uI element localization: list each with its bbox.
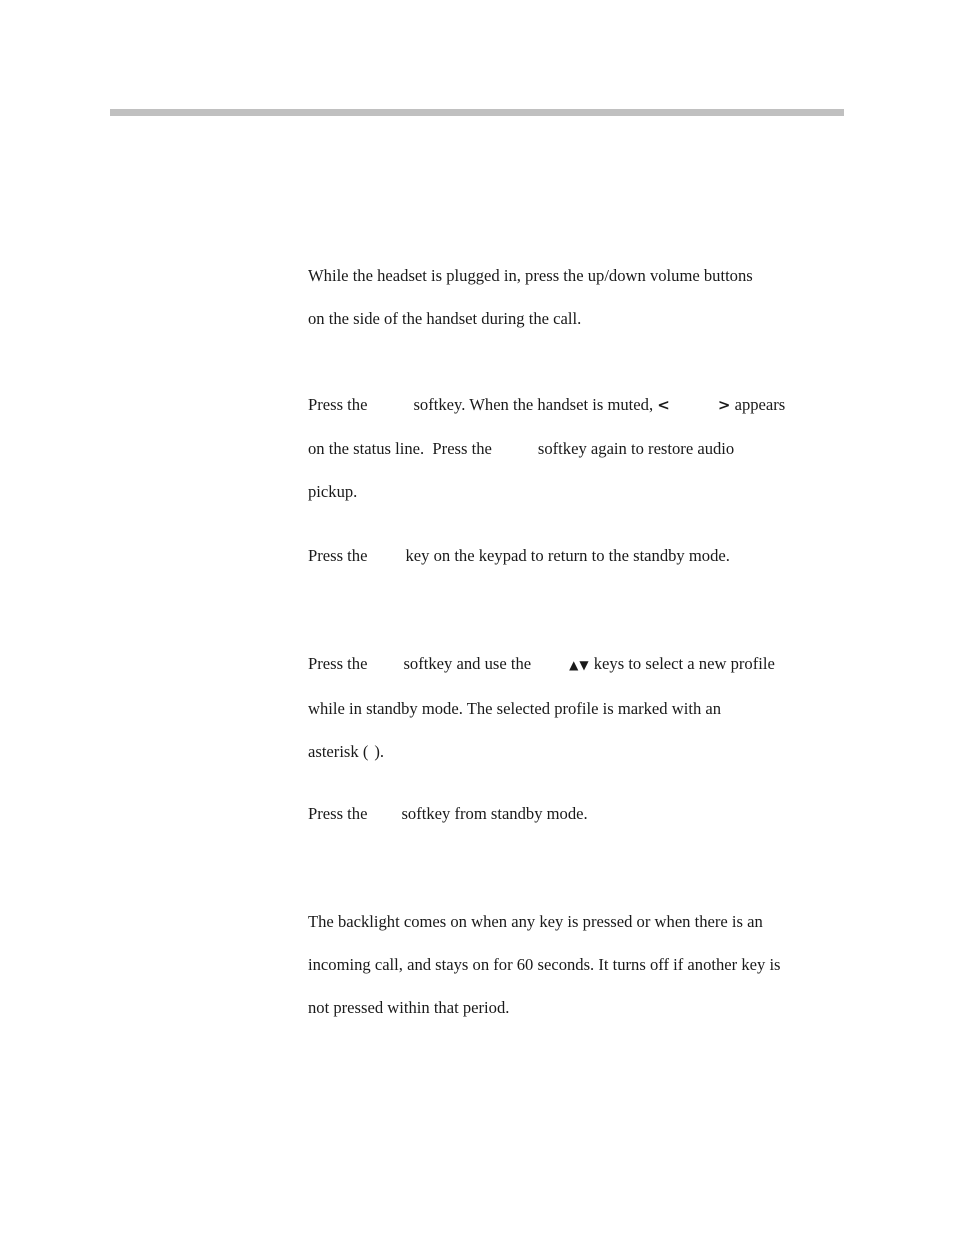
profile-paragraph (308, 631, 848, 784)
profile-text-close: ). (374, 741, 385, 761)
mute-text-press: Press the (308, 394, 368, 414)
profile-text-asterisk: asterisk ( (308, 741, 369, 761)
mute-gt-symbol: > (717, 395, 731, 414)
mute-text-appears: appears (734, 394, 786, 414)
mute-lt-symbol: < (657, 395, 670, 414)
backlight-line-1: The backlight comes on when any key is pressed or when there is an (308, 911, 763, 931)
profile-line-1 (308, 653, 848, 677)
backlight-line-3: not pressed within that period. (308, 997, 510, 1017)
mute-text-softkey: softkey. When the handset is muted, (413, 394, 654, 414)
standby-paragraph (308, 523, 848, 588)
standby-text-key: key on the keypad to return to the standby mode. (405, 545, 730, 565)
softkey-line-1 (308, 803, 848, 825)
mute-line-2 (308, 438, 848, 460)
profile-line-2: while in standby mode. The selected profile is marked with an (308, 698, 722, 718)
mute-paragraph (308, 372, 848, 524)
mute-text-status: on the status line. Press the (308, 438, 492, 458)
softkey-paragraph (308, 781, 848, 846)
profile-text-softkey: softkey and use the (403, 653, 532, 673)
volume-line-1: While the headset is plugged in, press the up/down volume buttons (308, 265, 753, 285)
up-down-arrows-icon: ▲▼ (569, 657, 590, 672)
mute-text-restore: softkey again to restore audio (537, 438, 735, 458)
volume-paragraph (308, 243, 848, 351)
profile-text-keys: keys to select a new profile (593, 653, 775, 673)
profile-line-3 (308, 741, 848, 763)
standby-line-1 (308, 545, 848, 567)
profile-text-press: Press the (308, 653, 368, 673)
standby-text-press: Press the (308, 545, 368, 565)
header-rule (110, 109, 844, 116)
mute-line-3: pickup. (308, 481, 358, 501)
softkey-text-from: softkey from standby mode. (401, 803, 588, 823)
mute-line-1 (308, 394, 848, 417)
volume-line-2: on the side of the handset during the call. (308, 308, 582, 328)
backlight-paragraph (308, 889, 848, 1040)
backlight-line-2: incoming call, and stays on for 60 seconds. It turns off if another key is (308, 954, 781, 974)
softkey-text-press: Press the (308, 803, 368, 823)
